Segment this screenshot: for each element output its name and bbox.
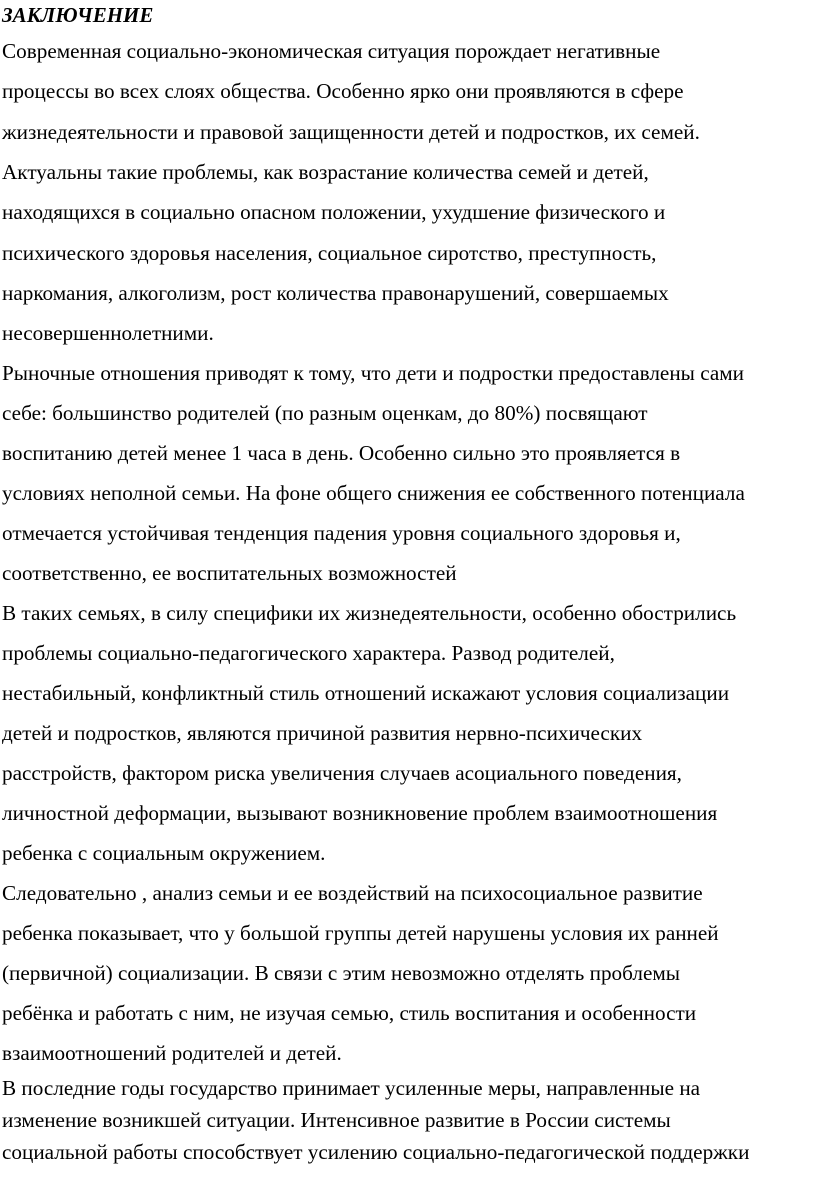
text-line: соответственно, ее воспитательных возможностей xyxy=(2,561,457,585)
text-line: В последние годы государство принимает усиленные меры, направленные на xyxy=(2,1076,701,1100)
text-line: ребенка показывает, что у большой группы детей нарушены условия их ранней xyxy=(2,921,719,945)
text-line: Актуальны такие проблемы, как возрастание количества семей и детей, xyxy=(2,160,649,184)
text-line: несовершеннолетними. xyxy=(2,321,214,345)
section-heading: ЗАКЛЮЧЕНИЕ xyxy=(2,3,154,27)
text-line: Следовательно , анализ семьи и ее воздействий на психосоциальное развитие xyxy=(2,881,703,905)
text-line: социальной работы способствует усилению социально-педагогической поддержки xyxy=(2,1140,750,1164)
text-line: условиях неполной семьи. На фоне общего снижения ее собственного потенциала xyxy=(2,481,745,505)
text-line: воспитанию детей менее 1 часа в день. Особенно сильно это проявляется в xyxy=(2,441,681,465)
text-line: себе: большинство родителей (по разным оценкам, до 80%) посвящают xyxy=(2,401,648,425)
text-line: жизнедеятельности и правовой защищенности детей и подростков, их семей. xyxy=(2,120,700,144)
text-line: находящихся в социально опасном положении, ухудшение физического и xyxy=(2,200,666,224)
text-line: психического здоровья населения, социальное сиротство, преступность, xyxy=(2,241,657,265)
text-line: Современная социально-экономическая ситуация порождает негативные xyxy=(2,39,661,63)
text-line: ребёнка и работать с ним, не изучая семью, стиль воспитания и особенности xyxy=(2,1001,697,1025)
text-line: процессы во всех слоях общества. Особенно ярко они проявляются в сфере xyxy=(2,79,684,103)
text-line: отмечается устойчивая тенденция падения уровня социального здоровья и, xyxy=(2,521,681,545)
text-line: проблемы социально-педагогического характера. Развод родителей, xyxy=(2,641,615,665)
text-line: В таких семьях, в силу специфики их жизнедеятельности, особенно обострились xyxy=(2,601,737,625)
text-line: Рыночные отношения приводят к тому, что дети и подростки предоставлены сами xyxy=(2,361,745,385)
text-line: изменение возникшей ситуации. Интенсивное развитие в России системы xyxy=(2,1108,671,1132)
text-line: расстройств, фактором риска увеличения случаев асоциального поведения, xyxy=(2,761,682,785)
text-line: нестабильный, конфликтный стиль отношений искажают условия социализации xyxy=(2,681,730,705)
text-line: личностной деформации, вызывают возникновение проблем взаимоотношения xyxy=(2,801,718,825)
text-line: наркомания, алкоголизм, рост количества правонарушений, совершаемых xyxy=(2,281,669,305)
text-line: детей и подростков, являются причиной развития нервно-психических xyxy=(2,721,643,745)
text-line: взаимоотношений родителей и детей. xyxy=(2,1041,342,1065)
text-line: ребенка с социальным окружением. xyxy=(2,841,326,865)
text-line: (первичной) социализации. В связи с этим невозможно отделять проблемы xyxy=(2,961,680,985)
